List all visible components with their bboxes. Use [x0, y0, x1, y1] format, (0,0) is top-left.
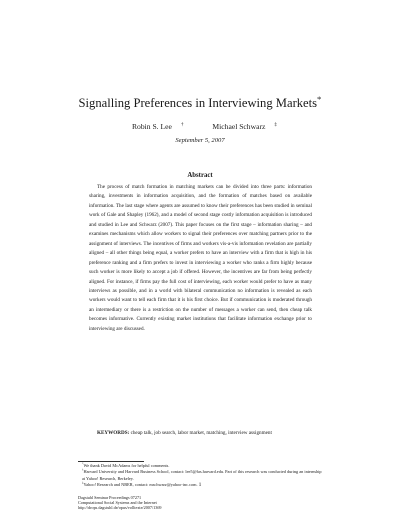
footnote-1-marker: * — [82, 461, 84, 466]
abstract-heading: Abstract — [187, 172, 213, 179]
proceedings-series: Dagstuhl Seminar Proceedings 07271 — [78, 495, 142, 500]
footnote-2-marker: † — [82, 467, 84, 472]
title-text: Signalling Preferences in Interviewing Markets — [78, 96, 318, 110]
paper-date: September 5, 2007 — [175, 137, 225, 144]
paper-title — [0, 93, 400, 111]
title-footnote-marker: * — [317, 93, 322, 104]
author-1-marker: † — [180, 121, 184, 128]
author-2-marker: ‡ — [274, 121, 278, 128]
keywords-label: KEYWORDS: — [97, 430, 130, 436]
abstract-body: The process of match formation in matching markets can be divided into three parts: information sharing, investments in information acquisition, and the formation of matches based on available information. The last stage where agents are assumed to know their preferences has been studied in seminal work of Gale and Shapley (1962), and a model of second stage costly information acquisition is introduced and studied in Lee and Schwarz (2007). This paper focuses on the first stage – information sharing – and examines mechanisms which allow workers to signal their preferences over matching partners prior to the assignment of interviews. The incentives of firms and workers vis-a-vis information revelation are partially aligned – all other things being equal, a worker prefers to have an interview with a firm that is high in his preference ranking and a firm prefers to invest in interviewing a worker who ranks a firm highly because such worker is more likely to accept a job if offered. However, the incentives are far from being perfectly aligned. For instance, if firms pay the full cost of interviewing, each worker would prefer to have as many interviews as possible, and in a world with bilateral communication no information is revealed as each workers would want to tell each firm that it is his first choice. But if communication is moderated through an intermediary or there is a restriction on the number of messages a worker can send, then cheap talk becomes informative. Currently existing market institutions that facilitate information exchange prior to interviewing are discussed. — [89, 184, 312, 332]
author-2 — [203, 122, 277, 131]
proceedings-info — [78, 495, 278, 511]
keywords-line — [89, 429, 312, 438]
footnote-2-text: Harvard University and Harvard Business School, contact: lee5@fas.harvard.edu. Part of this research was conducted during an internship at Yahoo! Research, Berkeley. — [82, 469, 322, 481]
author-1-name: Robin S. Lee — [131, 122, 172, 131]
footnote-3-marker: ‡ — [82, 480, 84, 485]
footnote-2 — [78, 469, 323, 482]
keywords-text: cheap talk, job search, labor market, matching, interview assignment — [130, 430, 272, 436]
page-number: 1 — [198, 482, 202, 488]
proceedings-url: http://drops.dagstuhl.de/opus/volltexte/2007/1369 — [78, 505, 162, 511]
footnote-3-text: Yahoo! Research and NBER, contact: mschwarz@yahoo-inc.com. — [83, 482, 198, 488]
author-list — [0, 122, 400, 131]
author-2-name: Michael Schwarz — [212, 122, 266, 131]
footnote-rule — [78, 461, 144, 462]
footnote-1-text: We thank David McAdams for helpful comments. — [83, 463, 170, 468]
author-1 — [123, 122, 184, 131]
proceedings-seminar-title: Computational Social Systems and the Internet — [78, 500, 157, 506]
